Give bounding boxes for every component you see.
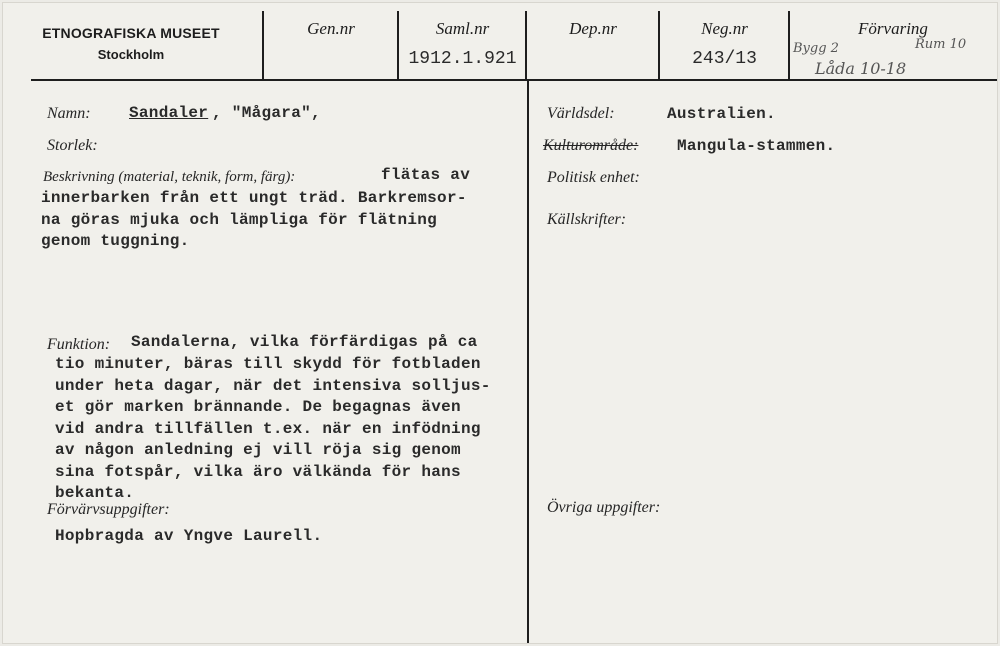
saml-nr-label: Saml.nr [435, 19, 490, 38]
kallskrifter-label: Källskrifter: [547, 211, 627, 228]
namn-label: Namn: [47, 105, 91, 122]
museum-city: Stockholm [97, 47, 165, 62]
forvarv-label: Förvärvsuppgifter: [47, 501, 170, 518]
storlek-label: Storlek: [47, 137, 98, 154]
funktion-first-line: Sandalerna, vilka förfärdigas på ca [131, 333, 478, 351]
kulturomrade-label-struck: Kulturområde: [543, 137, 639, 154]
header-rule [31, 79, 997, 81]
neg-nr-label: Neg.nr [701, 19, 748, 38]
kulturomrade-value: Mangula-stammen. [677, 137, 836, 155]
catalog-card [2, 2, 998, 644]
politisk-enhet-label: Politisk enhet: [547, 169, 640, 186]
varldsdel-value: Australien. [667, 105, 776, 123]
funktion-label: Funktion: [47, 336, 111, 353]
funktion-text: tio minuter, bäras till skydd för fotbladen under heta dagar, när det intensiva solljus- et gör marken brännande. De begagnas även vid andra tillfällen t.ex. när en infödning av någon anledning ej vill röja sig genom sina fotspår, vilka äro välkända för hans bekanta. [55, 355, 491, 502]
museum-name: ETNOGRAFISKA MUSEET [42, 25, 220, 41]
museum-header [31, 25, 231, 62]
header-divider-4 [658, 11, 660, 79]
neg-nr-value: 243/13 [692, 49, 757, 69]
namn-value-rest: , "Mågara", [212, 104, 321, 122]
forvaring-handwritten-building: Bygg 2 [793, 41, 839, 56]
varldsdel-label: Världsdel: [547, 105, 615, 122]
header-divider-5 [788, 11, 790, 79]
forvaring-handwritten-room: Rum 10 [915, 37, 967, 52]
center-divider [527, 81, 529, 643]
ovriga-uppgifter-label: Övriga uppgifter: [547, 499, 661, 516]
gen-nr-label: Gen.nr [307, 19, 355, 38]
beskrivning-label: Beskrivning (material, teknik, form, färg): [43, 169, 296, 185]
forvarv-value: Hopbragda av Yngve Laurell. [55, 527, 323, 545]
forvaring-label: Förvaring [858, 19, 928, 38]
header-divider-3 [525, 11, 527, 79]
namn-value-underlined: Sandaler [129, 104, 209, 122]
dep-nr-label: Dep.nr [569, 19, 617, 38]
forvaring-handwritten-drawer: Låda 10-18 [815, 59, 907, 78]
saml-nr-value: 1912.1.921 [408, 49, 517, 69]
header-divider-1 [262, 11, 264, 79]
beskrivning-first-line: flätas av [381, 166, 471, 184]
beskrivning-text: innerbarken från ett ungt träd. Barkremsor- na göras mjuka och lämpliga för flätning genom tuggning. [41, 189, 467, 250]
header-divider-2 [397, 11, 399, 79]
